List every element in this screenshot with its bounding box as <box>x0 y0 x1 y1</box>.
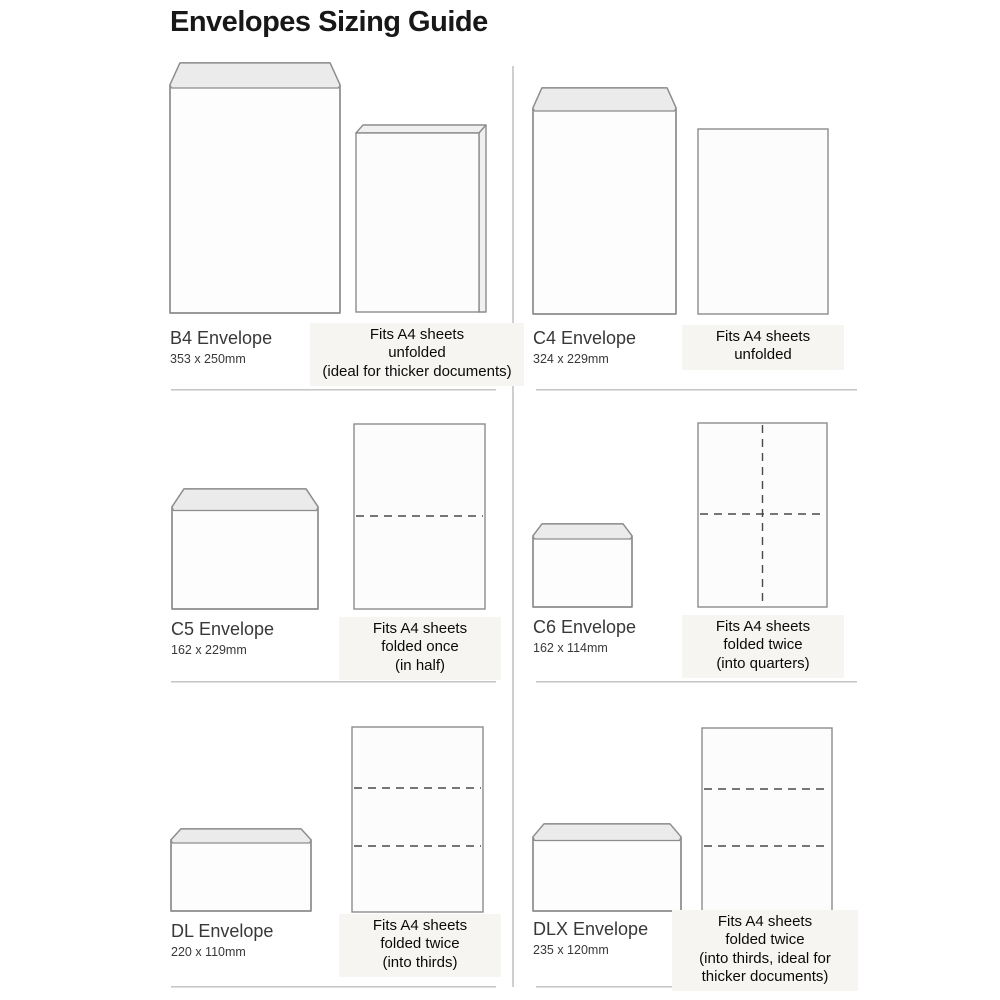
envelope-size: 324 x 229mm <box>533 351 609 366</box>
envelope-name: DL Envelope <box>171 921 274 941</box>
caption-line: Fits A4 sheets <box>715 328 811 345</box>
caption-line: (ideal for thicker documents) <box>322 362 512 380</box>
caption-line: (into thirds) <box>382 953 458 971</box>
c4-envelope-illustration <box>531 86 678 316</box>
envelope-label <box>533 328 636 366</box>
fit-caption <box>339 617 501 680</box>
row-divider <box>171 681 496 683</box>
caption-line: Fits A4 sheets <box>372 917 468 934</box>
envelope-label <box>171 619 274 657</box>
caption-line: Fits A4 sheets <box>372 620 468 637</box>
b4-envelope-illustration <box>168 61 342 315</box>
envelope-name: DLX Envelope <box>533 919 649 939</box>
envelope-size: 162 x 114mm <box>533 640 608 655</box>
envelope-size: 235 x 120mm <box>533 942 609 957</box>
c5-a4-sheet-illustration <box>353 423 486 610</box>
c6-envelope-illustration <box>531 522 634 609</box>
envelope-name: C4 Envelope <box>533 328 637 348</box>
dl-envelope-illustration <box>169 827 313 913</box>
caption-line: (into quarters) <box>716 654 810 672</box>
caption-line: (into thirds, ideal for <box>699 949 831 967</box>
envelope-size: 353 x 250mm <box>170 351 246 366</box>
dlx-envelope-illustration <box>531 822 683 913</box>
envelope-label <box>533 919 648 957</box>
caption-line: folded once <box>381 638 459 656</box>
b4-a4-sheet-stack-illustration <box>352 123 488 314</box>
envelope-size: 162 x 229mm <box>171 642 247 657</box>
fit-caption <box>310 323 524 386</box>
row-divider <box>171 389 496 391</box>
envelope-name: C5 Envelope <box>171 619 275 639</box>
c4-a4-sheet-illustration <box>697 128 829 315</box>
page-title: Envelopes Sizing Guide <box>170 6 488 38</box>
caption-line: folded twice <box>723 636 803 654</box>
envelope-label <box>170 328 272 366</box>
c6-a4-sheet-illustration <box>697 422 828 608</box>
caption-line: Fits A4 sheets <box>369 326 465 343</box>
caption-line: Fits A4 sheets <box>715 618 811 635</box>
c5-envelope-illustration <box>170 487 320 611</box>
row-divider <box>536 389 857 391</box>
row-divider <box>171 986 496 988</box>
fit-caption <box>682 615 844 678</box>
envelope-label <box>533 617 636 655</box>
envelope-size: 220 x 110mm <box>171 944 246 959</box>
envelope-name: C6 Envelope <box>533 617 637 637</box>
caption-line: unfolded <box>388 344 446 362</box>
vertical-divider <box>512 66 514 987</box>
caption-line: thicker documents) <box>701 967 829 985</box>
caption-line: folded twice <box>725 931 805 949</box>
caption-line: (in half) <box>394 656 446 674</box>
caption-line: unfolded <box>734 346 792 364</box>
dl-a4-sheet-illustration <box>351 726 484 913</box>
fit-caption <box>682 325 844 370</box>
caption-line: Fits A4 sheets <box>717 913 813 930</box>
envelope-label <box>171 921 273 959</box>
fit-caption <box>339 914 501 977</box>
fit-caption <box>672 910 858 991</box>
row-divider <box>536 681 857 683</box>
dlx-a4-sheet-illustration <box>701 727 833 913</box>
caption-line: folded twice <box>380 935 460 953</box>
envelope-name: B4 Envelope <box>170 328 273 348</box>
